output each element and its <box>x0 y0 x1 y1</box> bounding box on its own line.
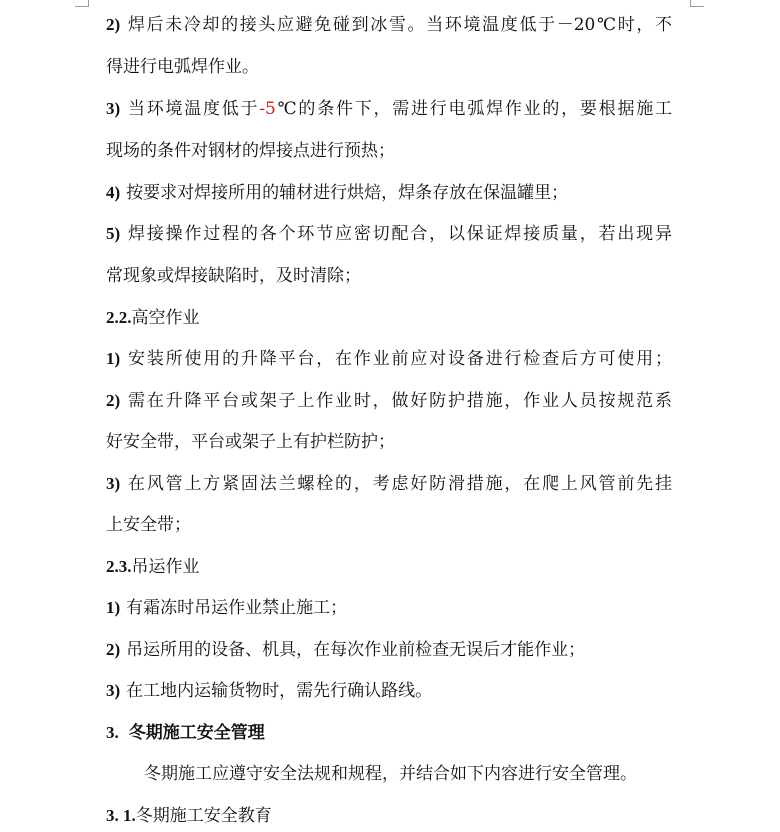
paragraph: 冬期施工应遵守安全法规和规程，并结合如下内容进行安全管理。 <box>144 764 637 784</box>
list-item-line: 3) 在工地内运输货物时，需先行确认路线。 <box>106 681 433 701</box>
list-item-line: 2) 焊后未冷却的接头应避免碰到冰雪。当环境温度低于－20℃时，不 <box>106 15 672 35</box>
list-item-line: 3) 在风管上方紧固法兰螺栓的，考虑好防滑措施，在爬上风管前先挂 <box>106 474 672 494</box>
page-corner-mark-left-h <box>75 6 89 7</box>
list-item-line: 常现象或焊接缺陷时，及时清除； <box>106 266 361 286</box>
list-item-line: 2) 吊运所用的设备、机具，在每次作业前检查无误后才能作业； <box>106 640 586 660</box>
section-heading-2-2: 2.2.高空作业 <box>106 308 200 328</box>
list-item-line: 得进行电弧焊作业。 <box>106 57 259 77</box>
page-corner-mark-right-h <box>690 6 704 7</box>
list-item-line: 2) 需在升降平台或架子上作业时，做好防护措施，作业人员按规范系 <box>106 391 672 411</box>
list-item-line: 1) 有霜冻时吊运作业禁止施工； <box>106 598 348 618</box>
list-item-line: 3) 当环境温度低于-5℃的条件下，需进行电弧焊作业的，要根据施工 <box>106 99 672 119</box>
list-item-line: 4) 按要求对焊接所用的辅材进行烘焙，焊条存放在保温罐里； <box>106 183 569 203</box>
list-item-line: 1) 安装所使用的升降平台，在作业前应对设备进行检查后方可使用； <box>106 349 672 369</box>
section-heading-3: 3. 冬期施工安全管理 <box>106 723 265 743</box>
section-heading-2-3: 2.3.吊运作业 <box>106 557 200 577</box>
list-item-line: 上安全带； <box>106 515 191 535</box>
section-heading-3-1: 3. 1.冬期施工安全教育 <box>106 806 272 826</box>
red-temperature-value: -5 <box>259 99 276 119</box>
list-item-line: 好安全带，平台或架子上有护栏防护； <box>106 432 395 452</box>
list-item-line: 5) 焊接操作过程的各个环节应密切配合，以保证焊接质量，若出现异 <box>106 224 672 244</box>
list-item-line: 现场的条件对钢材的焊接点进行预热； <box>106 141 395 161</box>
